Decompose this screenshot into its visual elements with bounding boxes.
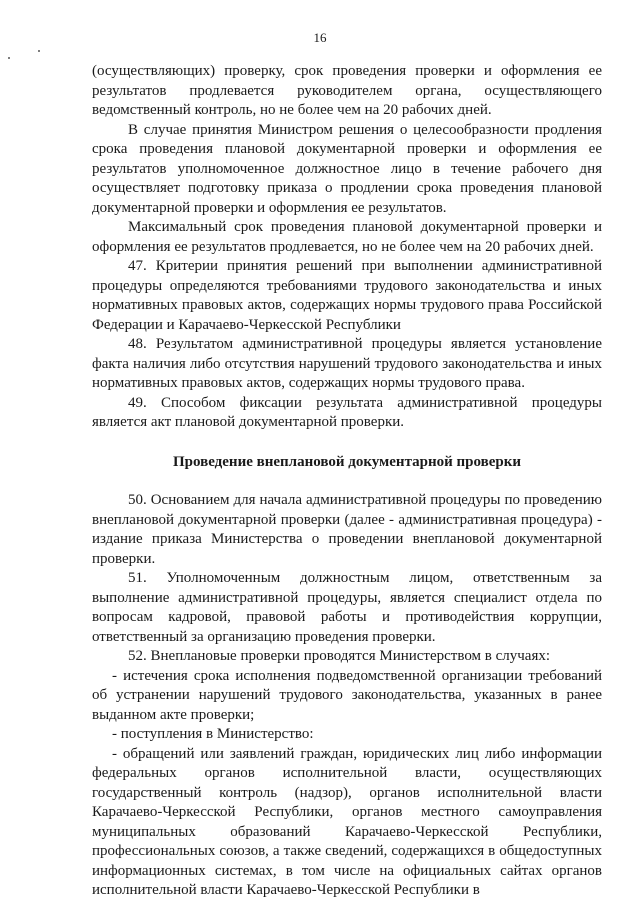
paragraph-50: 50. Основанием для начала административной процедуры по проведению внеплановой документарной проверки (далее - административная процедура) - издание приказа Министерства о проведении внеплановой документарной проверки. — [92, 492, 602, 567]
document-body — [92, 62, 602, 901]
paragraph-52: 52. Внеплановые проверки проводятся Министерством в случаях: — [128, 648, 551, 664]
paragraph-47: 47. Критерии принятия решений при выполнении административной процедуры определяются требованиями трудового законодательства и иных нормативных правовых актов, содержащих нормы трудового права Российской Федерации и Карачаево-Черкесской Республики — [92, 258, 602, 333]
scan-artifact-dot — [8, 57, 10, 59]
bullet-item: - истечения срока исполнения подведомственной организации требований об устранении нарушений трудового законодательства, указанных в ранее выданном акте проверки; — [92, 667, 602, 723]
bullet-item: - поступления в Министерство: — [112, 726, 314, 742]
paragraph-max-term: Максимальный срок проведения плановой документарной проверки и оформления ее результатов продлевается, но не более чем на 20 рабочих дней. — [92, 219, 602, 255]
paragraph-extension-decision: В случае принятия Министром решения о целесообразности продления срока проведения плановой документарной проверки и оформления ее результатов уполномоченное должностное лицо в течение рабочего дня осуществляет подготовку приказа о продлении срока проведения плановой документарной проверки и оформления ее результатов. — [92, 121, 602, 216]
paragraph-49: 49. Способом фиксации результата административной процедуры является акт плановой документарной проверки. — [92, 394, 602, 430]
paragraph-48: 48. Результатом административной процедуры является установление факта наличия либо отсутствия нарушений трудового законодательства и иных нормативных правовых актов, содержащих нормы трудового права. — [92, 336, 602, 391]
bullet-item: - обращений или заявлений граждан, юридических лиц либо информации федеральных органов исполнительной власти, осуществляющих государственный контроль (надзор), органов исполнительной власти Карачаево-Черкесской Республики, органов местного самоуправления муниципальных образований Карачаево-Черкесской Республики, профессиональных союзов, а также сведений, содержащихся в общедоступных информационных системах, в том числе на официальных сайтах органов исполнительной власти Карачаево-Черкесской Республики в — [92, 745, 602, 898]
page-number: 16 — [313, 30, 327, 45]
paragraph-51: 51. Уполномоченным должностным лицом, ответственным за выполнение административной процедуры, является специалист отдела по вопросам кадровой, правовой работы и противодействия коррупции, ответственный за организацию проведения проверки. — [92, 570, 602, 645]
section-title: Проведение внеплановой документарной проверки — [172, 453, 522, 470]
scan-artifact-dot — [38, 50, 40, 52]
paragraph-continuation: (осуществляющих) проверку, срок проведения проверки и оформления ее результатов продлевается руководителем органа, осуществляющего ведомственный контроль, но не более чем на 20 рабочих дней. — [92, 63, 602, 118]
